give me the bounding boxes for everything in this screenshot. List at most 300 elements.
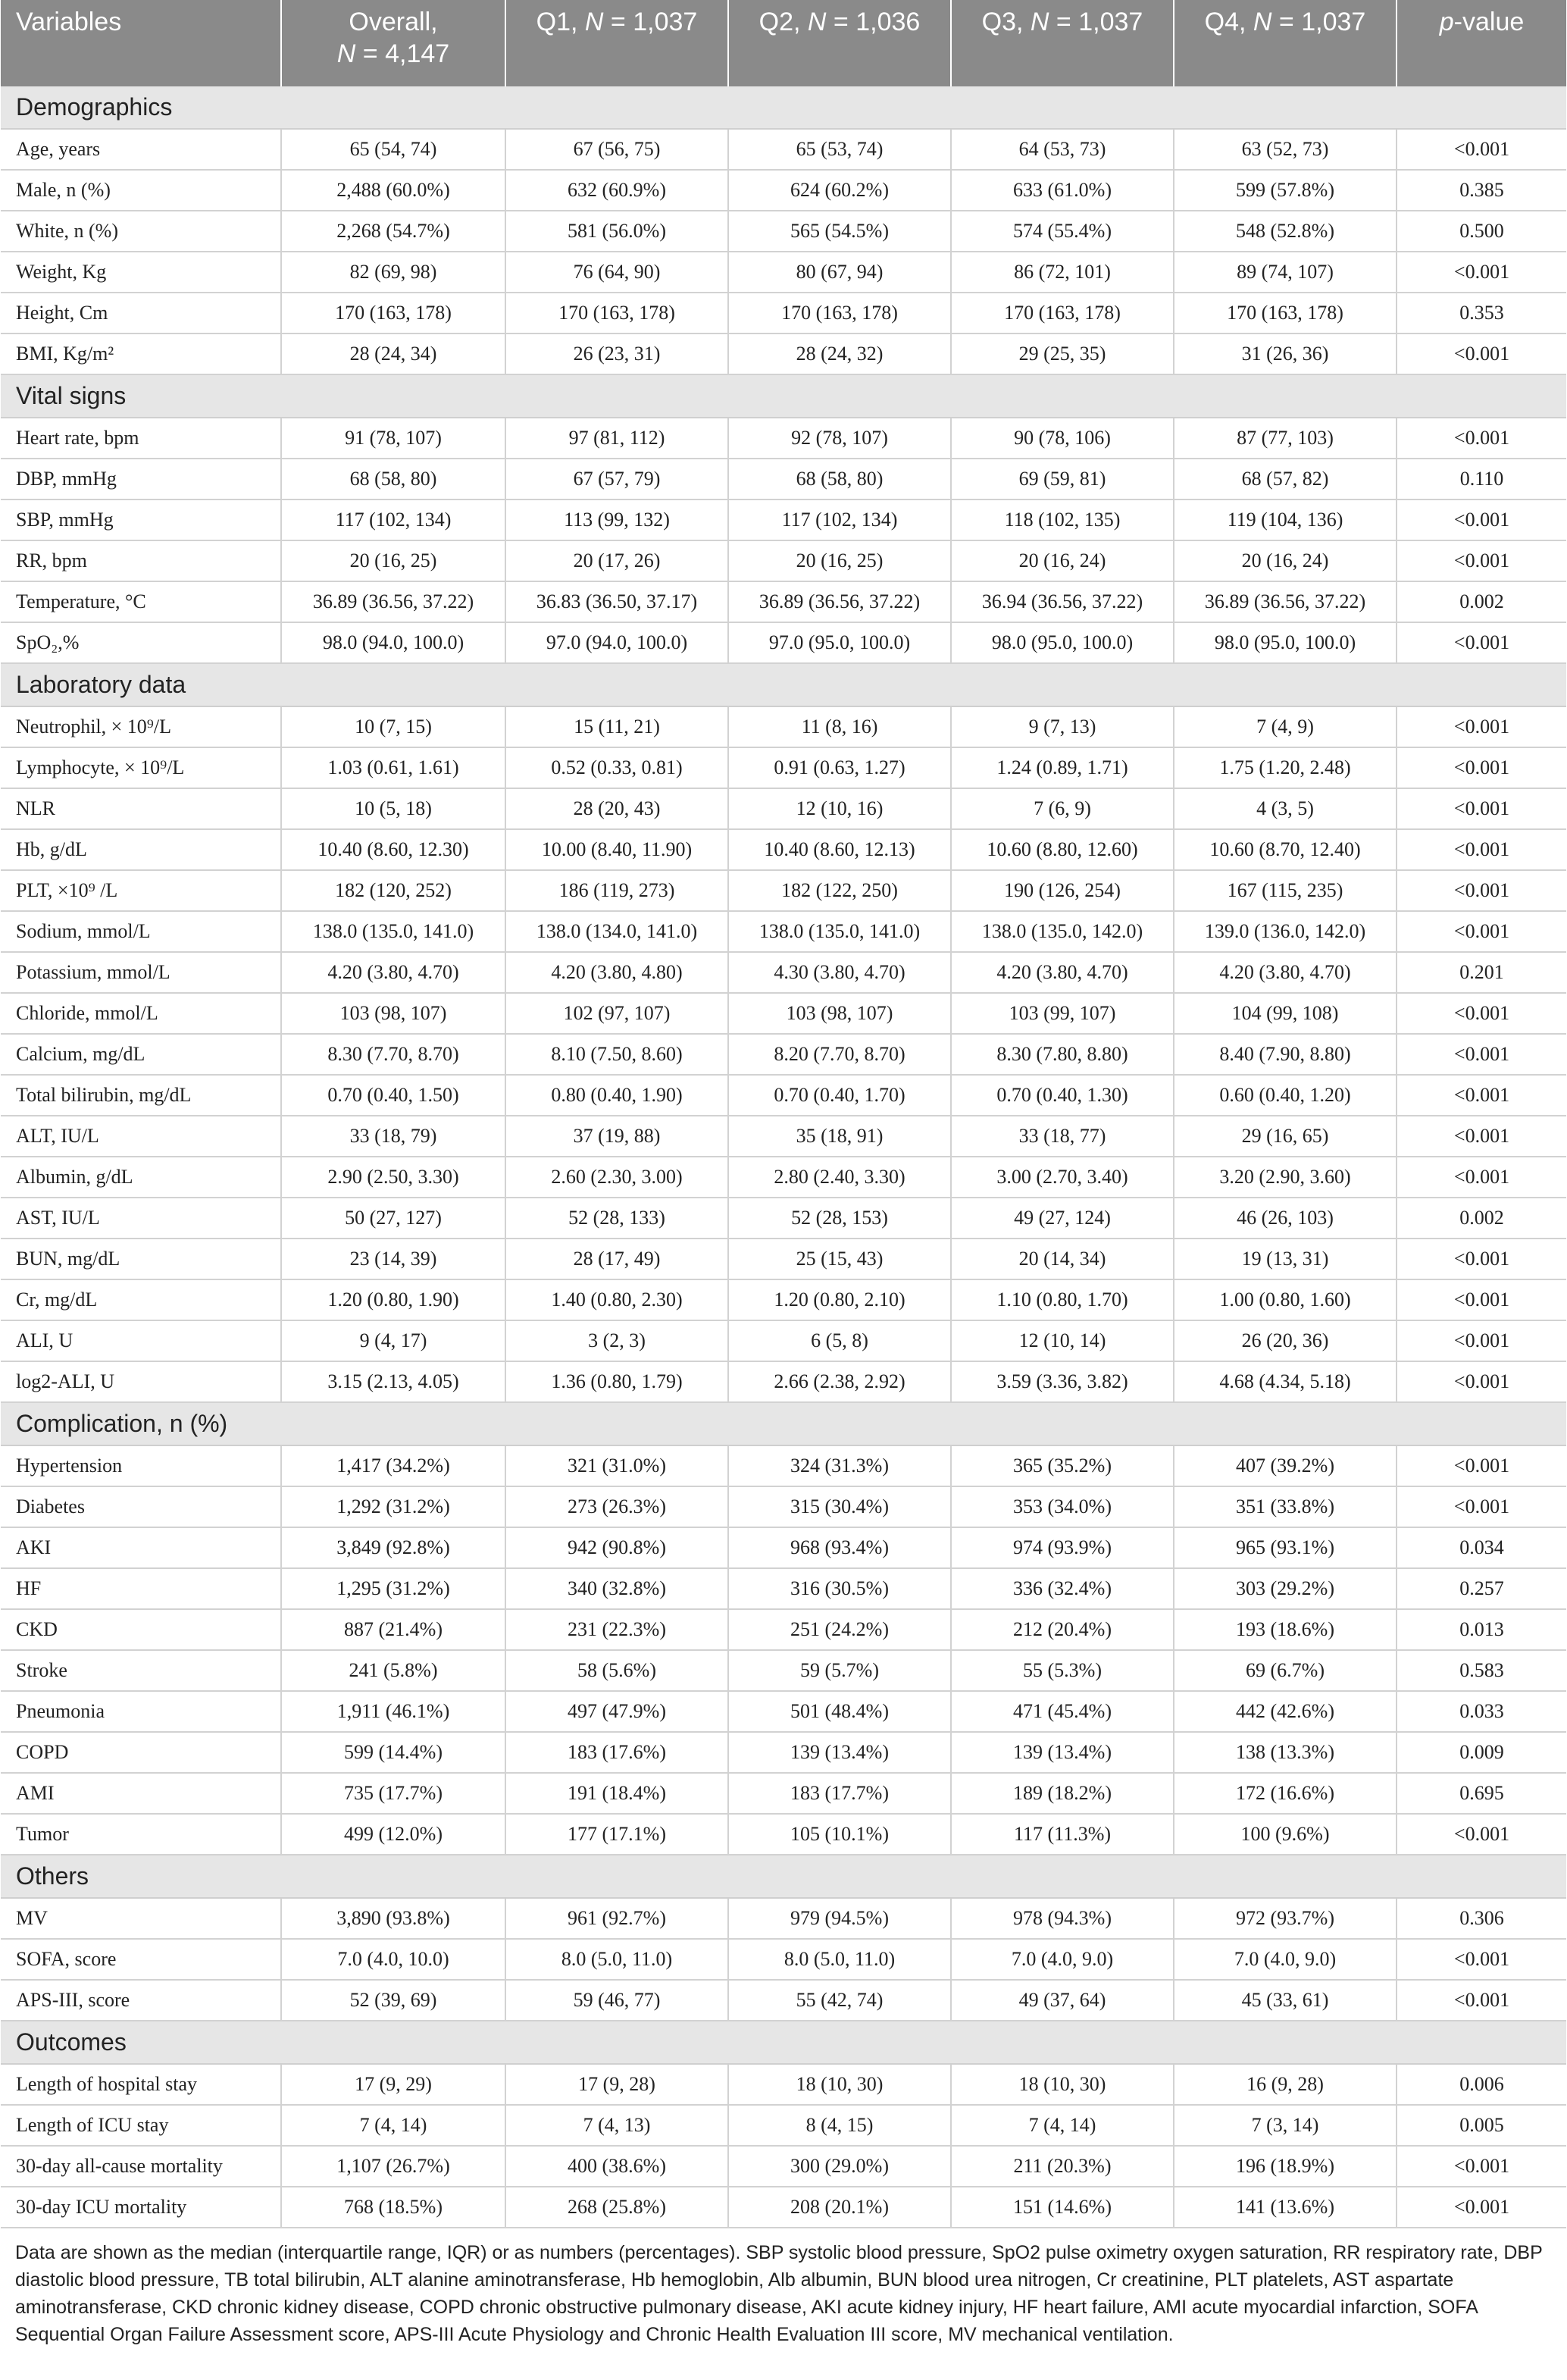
row-label: AMI	[1, 1773, 281, 1814]
cell-overall: 241 (5.8%)	[281, 1650, 505, 1691]
row-label: 30-day all-cause mortality	[1, 2146, 281, 2187]
cell-q4: 1.00 (0.80, 1.60)	[1174, 1279, 1397, 1320]
cell-q4: 1.75 (1.20, 2.48)	[1174, 747, 1397, 788]
header-q1-n-value: = 1,037	[603, 8, 698, 36]
cell-q2: 6 (5, 8)	[728, 1320, 951, 1361]
row-label: 30-day ICU mortality	[1, 2187, 281, 2228]
cell-q4: 141 (13.6%)	[1174, 2187, 1397, 2228]
table-row	[1, 1691, 1566, 1732]
cell-q1: 268 (25.8%)	[505, 2187, 728, 2228]
cell-p-value: 0.695	[1397, 1773, 1566, 1814]
cell-q2: 2.80 (2.40, 3.30)	[728, 1157, 951, 1198]
table-row	[1, 1773, 1566, 1814]
table-body	[1, 86, 1566, 2228]
table-row	[1, 911, 1566, 952]
cell-q1: 1.40 (0.80, 2.30)	[505, 1279, 728, 1320]
cell-q4: 139.0 (136.0, 142.0)	[1174, 911, 1397, 952]
cell-p-value: 0.500	[1397, 211, 1566, 252]
cell-q1: 400 (38.6%)	[505, 2146, 728, 2187]
cell-q2: 12 (10, 16)	[728, 788, 951, 829]
table-row	[1, 2146, 1566, 2187]
cell-q4: 599 (57.8%)	[1174, 170, 1397, 211]
cell-q1: 961 (92.7%)	[505, 1898, 728, 1939]
cell-q3: 36.94 (36.56, 37.22)	[951, 581, 1174, 622]
cell-q4: 16 (9, 28)	[1174, 2064, 1397, 2105]
cell-q4: 972 (93.7%)	[1174, 1898, 1397, 1939]
cell-q4: 965 (93.1%)	[1174, 1527, 1397, 1568]
cell-p-value: <0.001	[1397, 1034, 1566, 1075]
cell-q2: 25 (15, 43)	[728, 1239, 951, 1279]
cell-q2: 35 (18, 91)	[728, 1116, 951, 1157]
row-label: Height, Cm	[1, 293, 281, 334]
header-p-value	[1397, 0, 1566, 86]
cell-overall: 7 (4, 14)	[281, 2105, 505, 2146]
cell-q3: 3.00 (2.70, 3.40)	[951, 1157, 1174, 1198]
header-q4-n-label: N	[1253, 8, 1272, 36]
cell-p-value: 0.002	[1397, 581, 1566, 622]
cell-q1: 170 (163, 178)	[505, 293, 728, 334]
cell-q4: 45 (33, 61)	[1174, 1980, 1397, 2021]
cell-p-value: <0.001	[1397, 129, 1566, 170]
cell-overall: 91 (78, 107)	[281, 418, 505, 459]
table-row	[1, 829, 1566, 870]
cell-q1: 321 (31.0%)	[505, 1445, 728, 1486]
cell-overall: 23 (14, 39)	[281, 1239, 505, 1279]
cell-q2: 105 (10.1%)	[728, 1814, 951, 1855]
cell-overall: 3.15 (2.13, 4.05)	[281, 1361, 505, 1402]
row-label: SOFA, score	[1, 1939, 281, 1980]
cell-q1: 76 (64, 90)	[505, 252, 728, 293]
row-label: Total bilirubin, mg/dL	[1, 1075, 281, 1116]
cell-q4: 548 (52.8%)	[1174, 211, 1397, 252]
cell-q3: 633 (61.0%)	[951, 170, 1174, 211]
cell-overall: 1,911 (46.1%)	[281, 1691, 505, 1732]
cell-q3: 64 (53, 73)	[951, 129, 1174, 170]
table-row	[1, 1198, 1566, 1239]
cell-p-value: <0.001	[1397, 1075, 1566, 1116]
cell-q2: 18 (10, 30)	[728, 2064, 951, 2105]
row-label: ALI, U	[1, 1320, 281, 1361]
table-row	[1, 1486, 1566, 1527]
cell-overall: 28 (24, 34)	[281, 334, 505, 374]
cell-q2: 316 (30.5%)	[728, 1568, 951, 1609]
cell-q4: 167 (115, 235)	[1174, 870, 1397, 911]
table-row	[1, 2064, 1566, 2105]
row-label: Neutrophil, × 10⁹/L	[1, 706, 281, 747]
cell-q4: 104 (99, 108)	[1174, 993, 1397, 1034]
cell-q3: 9 (7, 13)	[951, 706, 1174, 747]
table-row	[1, 747, 1566, 788]
header-overall-line2	[289, 38, 497, 70]
cell-q3: 1.10 (0.80, 1.70)	[951, 1279, 1174, 1320]
cell-q4: 31 (26, 36)	[1174, 334, 1397, 374]
cell-q2: 208 (20.1%)	[728, 2187, 951, 2228]
cell-overall: 36.89 (36.56, 37.22)	[281, 581, 505, 622]
cell-p-value: <0.001	[1397, 747, 1566, 788]
cell-p-value: <0.001	[1397, 706, 1566, 747]
row-label: Diabetes	[1, 1486, 281, 1527]
cell-q4: 193 (18.6%)	[1174, 1609, 1397, 1650]
cell-overall: 2.90 (2.50, 3.30)	[281, 1157, 505, 1198]
cell-q2: 182 (122, 250)	[728, 870, 951, 911]
cell-q2: 117 (102, 134)	[728, 499, 951, 540]
cell-q2: 324 (31.3%)	[728, 1445, 951, 1486]
table-row	[1, 1609, 1566, 1650]
table-row	[1, 1445, 1566, 1486]
cell-overall: 3,849 (92.8%)	[281, 1527, 505, 1568]
cell-overall: 735 (17.7%)	[281, 1773, 505, 1814]
cell-q4: 4.20 (3.80, 4.70)	[1174, 952, 1397, 993]
cell-overall: 65 (54, 74)	[281, 129, 505, 170]
cell-q3: 138.0 (135.0, 142.0)	[951, 911, 1174, 952]
cell-overall: 82 (69, 98)	[281, 252, 505, 293]
cell-q3: 190 (126, 254)	[951, 870, 1174, 911]
cell-overall: 3,890 (93.8%)	[281, 1898, 505, 1939]
cell-q4: 351 (33.8%)	[1174, 1486, 1397, 1527]
cell-overall: 499 (12.0%)	[281, 1814, 505, 1855]
cell-q4: 119 (104, 136)	[1174, 499, 1397, 540]
row-label: Lymphocyte, × 10⁹/L	[1, 747, 281, 788]
cell-overall: 33 (18, 79)	[281, 1116, 505, 1157]
cell-q1: 59 (46, 77)	[505, 1980, 728, 2021]
section-title: Outcomes	[1, 2021, 1566, 2064]
cell-q4: 7.0 (4.0, 9.0)	[1174, 1939, 1397, 1980]
row-label: SpO₂,%	[1, 622, 281, 663]
row-label: APS-III, score	[1, 1980, 281, 2021]
cell-q1: 37 (19, 88)	[505, 1116, 728, 1157]
cell-p-value: 0.353	[1397, 293, 1566, 334]
cell-p-value: <0.001	[1397, 1980, 1566, 2021]
table-row	[1, 1898, 1566, 1939]
table-row	[1, 334, 1566, 374]
cell-overall: 10.40 (8.60, 12.30)	[281, 829, 505, 870]
row-label: RR, bpm	[1, 540, 281, 581]
row-label: BMI, Kg/m²	[1, 334, 281, 374]
section-title: Vital signs	[1, 374, 1566, 418]
cell-q2: 8.0 (5.0, 11.0)	[728, 1939, 951, 1980]
cell-q2: 28 (24, 32)	[728, 334, 951, 374]
section-title: Demographics	[1, 86, 1566, 129]
cell-q2: 68 (58, 80)	[728, 459, 951, 499]
cell-q4: 442 (42.6%)	[1174, 1691, 1397, 1732]
cell-p-value: <0.001	[1397, 540, 1566, 581]
cell-q3: 4.20 (3.80, 4.70)	[951, 952, 1174, 993]
table-row	[1, 993, 1566, 1034]
cell-q3: 12 (10, 14)	[951, 1320, 1174, 1361]
cell-p-value: 0.002	[1397, 1198, 1566, 1239]
cell-q3: 365 (35.2%)	[951, 1445, 1174, 1486]
cell-q3: 189 (18.2%)	[951, 1773, 1174, 1814]
cell-q1: 942 (90.8%)	[505, 1527, 728, 1568]
row-label: AKI	[1, 1527, 281, 1568]
cell-q4: 7 (3, 14)	[1174, 2105, 1397, 2146]
header-q2	[728, 0, 951, 86]
cell-q4: 407 (39.2%)	[1174, 1445, 1397, 1486]
table-row	[1, 870, 1566, 911]
cell-q3: 7 (4, 14)	[951, 2105, 1174, 2146]
section-row	[1, 1855, 1566, 1898]
cell-q2: 20 (16, 25)	[728, 540, 951, 581]
cell-q4: 303 (29.2%)	[1174, 1568, 1397, 1609]
table-row	[1, 1732, 1566, 1773]
table-row	[1, 252, 1566, 293]
cell-q4: 98.0 (95.0, 100.0)	[1174, 622, 1397, 663]
row-label: Stroke	[1, 1650, 281, 1691]
cell-overall: 9 (4, 17)	[281, 1320, 505, 1361]
header-q3	[951, 0, 1174, 86]
cell-p-value: 0.009	[1397, 1732, 1566, 1773]
cell-overall: 4.20 (3.80, 4.70)	[281, 952, 505, 993]
cell-q4: 196 (18.9%)	[1174, 2146, 1397, 2187]
cell-overall: 182 (120, 252)	[281, 870, 505, 911]
cell-q4: 7 (4, 9)	[1174, 706, 1397, 747]
row-label: DBP, mmHg	[1, 459, 281, 499]
header-q2-label: Q2,	[758, 8, 808, 36]
table-row	[1, 1939, 1566, 1980]
cell-q3: 49 (27, 124)	[951, 1198, 1174, 1239]
header-overall-n-label: N	[336, 39, 356, 68]
cell-q4: 36.89 (36.56, 37.22)	[1174, 581, 1397, 622]
cell-p-value: 0.257	[1397, 1568, 1566, 1609]
cell-q2: 624 (60.2%)	[728, 170, 951, 211]
row-label: CKD	[1, 1609, 281, 1650]
cell-overall: 10 (7, 15)	[281, 706, 505, 747]
cell-p-value: <0.001	[1397, 418, 1566, 459]
cell-q2: 80 (67, 94)	[728, 252, 951, 293]
section-row	[1, 663, 1566, 706]
cell-q3: 20 (16, 24)	[951, 540, 1174, 581]
cell-q3: 29 (25, 35)	[951, 334, 1174, 374]
header-q4	[1174, 0, 1397, 86]
cell-q3: 90 (78, 106)	[951, 418, 1174, 459]
cell-q3: 10.60 (8.80, 12.60)	[951, 829, 1174, 870]
cell-q2: 8 (4, 15)	[728, 2105, 951, 2146]
cell-overall: 170 (163, 178)	[281, 293, 505, 334]
row-label: Tumor	[1, 1814, 281, 1855]
cell-p-value: <0.001	[1397, 1939, 1566, 1980]
header-overall-n-value: = 4,147	[355, 39, 450, 68]
table-row	[1, 2187, 1566, 2228]
header-q4-n-value: = 1,037	[1271, 8, 1366, 36]
cell-q1: 177 (17.1%)	[505, 1814, 728, 1855]
cell-q1: 138.0 (134.0, 141.0)	[505, 911, 728, 952]
cell-q1: 97.0 (94.0, 100.0)	[505, 622, 728, 663]
cell-q2: 59 (5.7%)	[728, 1650, 951, 1691]
cell-p-value: 0.385	[1397, 170, 1566, 211]
cell-p-value: 0.013	[1397, 1609, 1566, 1650]
cell-p-value: 0.306	[1397, 1898, 1566, 1939]
cell-overall: 17 (9, 29)	[281, 2064, 505, 2105]
cell-q4: 29 (16, 65)	[1174, 1116, 1397, 1157]
cell-q2: 8.20 (7.70, 8.70)	[728, 1034, 951, 1075]
cell-p-value: 0.005	[1397, 2105, 1566, 2146]
cell-overall: 1.03 (0.61, 1.61)	[281, 747, 505, 788]
header-q1-n-label: N	[584, 8, 604, 36]
cell-overall: 20 (16, 25)	[281, 540, 505, 581]
cell-q3: 1.24 (0.89, 1.71)	[951, 747, 1174, 788]
row-label: log2-ALI, U	[1, 1361, 281, 1402]
header-q1	[505, 0, 728, 86]
cell-p-value: <0.001	[1397, 622, 1566, 663]
cell-q2: 4.30 (3.80, 4.70)	[728, 952, 951, 993]
cell-p-value: 0.201	[1397, 952, 1566, 993]
cell-q1: 26 (23, 31)	[505, 334, 728, 374]
cell-q3: 18 (10, 30)	[951, 2064, 1174, 2105]
table-footnote: Data are shown as the median (interquartile range, IQR) or as numbers (percentages). SBP systolic blood pressure, SpO2 pulse oximetry oxygen saturation, RR respiratory rate, DBP diastolic blood pressure, TB total bilirubin, ALT alanine aminotransferase, Hb hemoglobin, Alb albumin, BUN blood urea nitrogen, Cr creatinine, PLT platelets, AST aspartate aminotransferase, CKD chronic kidney disease, COPD chronic obstructive pulmonary disease, AKI acute kidney injury, HF heart failure, AMI acute myocardial infarction, SOFA Sequential Organ Failure Assessment score, APS-III Acute Physiology and Chronic Health Evaluation III score, MV mechanical ventilation.	[15, 2242, 1543, 2345]
row-label: COPD	[1, 1732, 281, 1773]
cell-overall: 1,295 (31.2%)	[281, 1568, 505, 1609]
row-label: Potassium, mmol/L	[1, 952, 281, 993]
table-row	[1, 622, 1566, 663]
header-q4-label: Q4,	[1204, 8, 1253, 36]
cell-q4: 10.60 (8.70, 12.40)	[1174, 829, 1397, 870]
header-variables-label: Variables	[16, 8, 122, 36]
row-label: NLR	[1, 788, 281, 829]
cell-q3: 471 (45.4%)	[951, 1691, 1174, 1732]
cell-p-value: <0.001	[1397, 1157, 1566, 1198]
cell-p-value: 0.034	[1397, 1527, 1566, 1568]
cell-q3: 212 (20.4%)	[951, 1609, 1174, 1650]
row-label: MV	[1, 1898, 281, 1939]
table-row	[1, 1034, 1566, 1075]
cell-q2: 36.89 (36.56, 37.22)	[728, 581, 951, 622]
cell-q4: 3.20 (2.90, 3.60)	[1174, 1157, 1397, 1198]
cell-q2: 251 (24.2%)	[728, 1609, 951, 1650]
table-row	[1, 1568, 1566, 1609]
row-label: SBP, mmHg	[1, 499, 281, 540]
cell-q1: 581 (56.0%)	[505, 211, 728, 252]
cell-q2: 92 (78, 107)	[728, 418, 951, 459]
header-q1-label: Q1,	[536, 8, 585, 36]
cell-q1: 20 (17, 26)	[505, 540, 728, 581]
cell-p-value: <0.001	[1397, 1445, 1566, 1486]
header-p-label: p	[1439, 8, 1454, 36]
cell-overall: 68 (58, 80)	[281, 459, 505, 499]
cell-q3: 0.70 (0.40, 1.30)	[951, 1075, 1174, 1116]
cell-overall: 887 (21.4%)	[281, 1609, 505, 1650]
header-q2-n-value: = 1,036	[826, 8, 921, 36]
cell-q1: 8.10 (7.50, 8.60)	[505, 1034, 728, 1075]
cell-overall: 2,488 (60.0%)	[281, 170, 505, 211]
cell-q3: 139 (13.4%)	[951, 1732, 1174, 1773]
cell-q1: 4.20 (3.80, 4.80)	[505, 952, 728, 993]
cell-q1: 1.36 (0.80, 1.79)	[505, 1361, 728, 1402]
cell-p-value: <0.001	[1397, 1279, 1566, 1320]
cell-q3: 151 (14.6%)	[951, 2187, 1174, 2228]
cell-q1: 28 (17, 49)	[505, 1239, 728, 1279]
table-row	[1, 211, 1566, 252]
section-title: Others	[1, 1855, 1566, 1898]
row-label: Heart rate, bpm	[1, 418, 281, 459]
header-overall	[281, 0, 505, 86]
cell-overall: 117 (102, 134)	[281, 499, 505, 540]
row-label: White, n (%)	[1, 211, 281, 252]
table-row	[1, 1239, 1566, 1279]
cell-q1: 15 (11, 21)	[505, 706, 728, 747]
header-p-suffix: -value	[1453, 8, 1525, 36]
cell-p-value: 0.583	[1397, 1650, 1566, 1691]
cell-q3: 117 (11.3%)	[951, 1814, 1174, 1855]
table-row	[1, 1157, 1566, 1198]
cell-q1: 191 (18.4%)	[505, 1773, 728, 1814]
cell-q3: 7.0 (4.0, 9.0)	[951, 1939, 1174, 1980]
cell-q3: 211 (20.3%)	[951, 2146, 1174, 2187]
cell-overall: 599 (14.4%)	[281, 1732, 505, 1773]
cell-q2: 139 (13.4%)	[728, 1732, 951, 1773]
cell-p-value: <0.001	[1397, 1361, 1566, 1402]
cell-p-value: <0.001	[1397, 1486, 1566, 1527]
table-row	[1, 499, 1566, 540]
cell-q1: 58 (5.6%)	[505, 1650, 728, 1691]
baseline-characteristics-table	[1, 0, 1566, 2228]
row-label: AST, IU/L	[1, 1198, 281, 1239]
header-row	[1, 0, 1566, 86]
cell-overall: 50 (27, 127)	[281, 1198, 505, 1239]
row-label: Pneumonia	[1, 1691, 281, 1732]
cell-overall: 1,107 (26.7%)	[281, 2146, 505, 2187]
cell-q1: 17 (9, 28)	[505, 2064, 728, 2105]
cell-q2: 11 (8, 16)	[728, 706, 951, 747]
table-row	[1, 129, 1566, 170]
row-label: Temperature, °C	[1, 581, 281, 622]
table-row	[1, 293, 1566, 334]
cell-q1: 186 (119, 273)	[505, 870, 728, 911]
cell-q2: 170 (163, 178)	[728, 293, 951, 334]
cell-overall: 52 (39, 69)	[281, 1980, 505, 2021]
cell-q4: 89 (74, 107)	[1174, 252, 1397, 293]
cell-p-value: <0.001	[1397, 1814, 1566, 1855]
cell-q4: 26 (20, 36)	[1174, 1320, 1397, 1361]
cell-q2: 565 (54.5%)	[728, 211, 951, 252]
cell-q2: 1.20 (0.80, 2.10)	[728, 1279, 951, 1320]
row-label: Age, years	[1, 129, 281, 170]
row-label: Sodium, mmol/L	[1, 911, 281, 952]
section-row	[1, 374, 1566, 418]
cell-p-value: <0.001	[1397, 252, 1566, 293]
row-label: ALT, IU/L	[1, 1116, 281, 1157]
cell-q3: 118 (102, 135)	[951, 499, 1174, 540]
cell-q2: 2.66 (2.38, 2.92)	[728, 1361, 951, 1402]
cell-q3: 49 (37, 64)	[951, 1980, 1174, 2021]
cell-q4: 172 (16.6%)	[1174, 1773, 1397, 1814]
cell-q4: 138 (13.3%)	[1174, 1732, 1397, 1773]
cell-q1: 632 (60.9%)	[505, 170, 728, 211]
table-header	[1, 0, 1566, 86]
section-row	[1, 1402, 1566, 1445]
section-row	[1, 86, 1566, 129]
cell-p-value: <0.001	[1397, 499, 1566, 540]
cell-q3: 55 (5.3%)	[951, 1650, 1174, 1691]
row-label: HF	[1, 1568, 281, 1609]
cell-overall: 0.70 (0.40, 1.50)	[281, 1075, 505, 1116]
row-label: Chloride, mmol/L	[1, 993, 281, 1034]
table-row	[1, 1116, 1566, 1157]
cell-overall: 8.30 (7.70, 8.70)	[281, 1034, 505, 1075]
cell-q4: 46 (26, 103)	[1174, 1198, 1397, 1239]
cell-q2: 0.70 (0.40, 1.70)	[728, 1075, 951, 1116]
table-row	[1, 170, 1566, 211]
cell-overall: 1,417 (34.2%)	[281, 1445, 505, 1486]
cell-q3: 3.59 (3.36, 3.82)	[951, 1361, 1174, 1402]
cell-p-value: <0.001	[1397, 2187, 1566, 2228]
row-label: Length of hospital stay	[1, 2064, 281, 2105]
cell-q3: 336 (32.4%)	[951, 1568, 1174, 1609]
table-row	[1, 1361, 1566, 1402]
table-row	[1, 1279, 1566, 1320]
cell-q2: 103 (98, 107)	[728, 993, 951, 1034]
cell-p-value: <0.001	[1397, 1116, 1566, 1157]
cell-q3: 974 (93.9%)	[951, 1527, 1174, 1568]
